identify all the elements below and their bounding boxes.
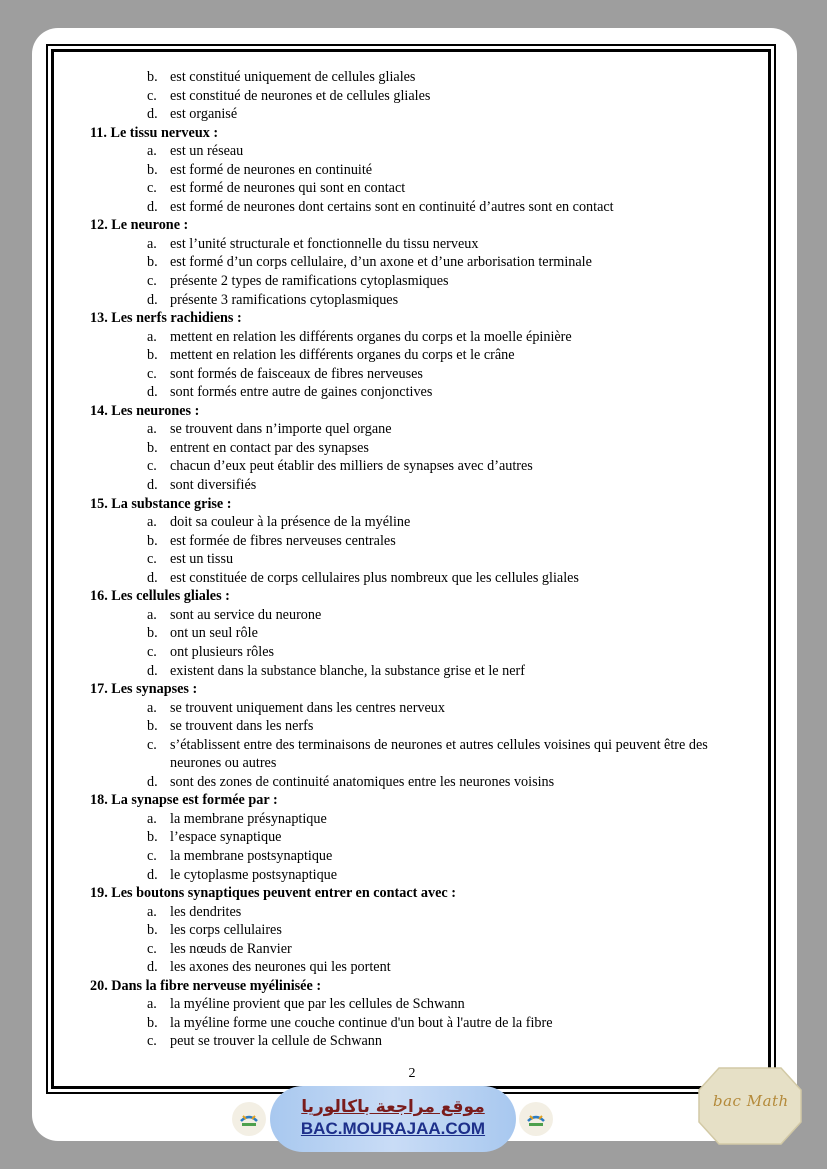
- answer-option: [90, 903, 762, 922]
- option-letter: b.: [147, 347, 158, 364]
- option-text: présente 3 ramifications cytoplasmiques: [170, 291, 399, 308]
- answer-option: [90, 699, 762, 718]
- option-letter: c.: [147, 643, 157, 660]
- option-text: la myéline provient que par les cellules de Schwann: [170, 996, 465, 1013]
- option-letter: b.: [147, 625, 158, 642]
- option-text: l’espace synaptique: [170, 829, 282, 846]
- option-letter: c.: [147, 87, 157, 104]
- answer-option: [90, 142, 762, 161]
- answer-option: [90, 291, 762, 310]
- option-text: la membrane présynaptique: [170, 810, 327, 827]
- option-letter: a.: [147, 810, 157, 827]
- option-letter: b.: [147, 718, 158, 735]
- question-title: 14. Les neurones :: [90, 402, 200, 419]
- quiz-content: [90, 68, 762, 1051]
- option-text: existent dans la substance blanche, la substance grise et le nerf: [170, 662, 525, 679]
- answer-option: [90, 532, 762, 551]
- option-text: est organisé: [170, 106, 238, 123]
- question-title: 15. La substance grise :: [90, 495, 232, 512]
- option-text: entrent en contact par des synapses: [170, 439, 369, 456]
- question-title: 18. La synapse est formée par :: [90, 792, 278, 809]
- option-letter: c.: [147, 365, 157, 382]
- option-text: la membrane postsynaptique: [170, 847, 333, 864]
- option-letter: a.: [147, 143, 157, 160]
- question-title: 11. Le tissu nerveux :: [90, 124, 219, 141]
- option-text: est l’unité structurale et fonctionnelle du tissu nerveux: [170, 235, 479, 252]
- option-text: est formée de fibres nerveuses centrales: [170, 532, 396, 549]
- option-letter: c.: [147, 273, 157, 290]
- option-letter: d.: [147, 106, 158, 123]
- option-text: est constituée de corps cellulaires plus nombreux que les cellules gliales: [170, 569, 579, 586]
- option-text: mettent en relation les différents organes du corps et la moelle épinière: [170, 328, 572, 345]
- option-letter: b.: [147, 161, 158, 178]
- answer-option: [90, 624, 762, 643]
- option-text: se trouvent dans n’importe quel organe: [170, 421, 392, 438]
- option-letter: a.: [147, 421, 157, 438]
- option-letter: d.: [147, 959, 158, 976]
- option-letter: a.: [147, 996, 157, 1013]
- page-number: 2: [408, 1066, 416, 1081]
- option-letter: c.: [147, 847, 157, 864]
- answer-option: [90, 940, 762, 959]
- option-letter: b.: [147, 532, 158, 549]
- answer-option: [90, 420, 762, 439]
- question-title: 20. Dans la fibre nerveuse myélinisée :: [90, 977, 322, 994]
- answer-option: [90, 569, 762, 588]
- option-letter: c.: [147, 940, 157, 957]
- question-title: 12. Le neurone :: [90, 217, 189, 234]
- option-letter: d.: [147, 569, 158, 586]
- answer-option: [90, 662, 762, 681]
- answer-option: [90, 365, 762, 384]
- option-letter: d.: [147, 866, 158, 883]
- option-letter: b.: [147, 1014, 158, 1031]
- option-letter: b.: [147, 69, 158, 85]
- option-text: est formé de neurones en continuité: [170, 161, 373, 178]
- option-letter: b.: [147, 254, 158, 271]
- option-text: sont formés entre autre de gaines conjonctives: [170, 384, 433, 401]
- option-letter: b.: [147, 439, 158, 456]
- answer-option: [90, 606, 762, 625]
- option-text: ont plusieurs rôles: [170, 643, 275, 660]
- option-text: sont diversifiés: [170, 477, 257, 494]
- answer-option: [90, 253, 762, 272]
- answer-option: [90, 476, 762, 495]
- option-letter: b.: [147, 922, 158, 939]
- option-text: ont un seul rôle: [170, 625, 258, 642]
- option-letter: c.: [147, 736, 157, 753]
- option-letter: c.: [147, 551, 157, 568]
- option-text: est constitué de neurones et de cellules gliales: [170, 87, 431, 104]
- option-text: les axones des neurones qui les portent: [170, 959, 391, 976]
- answer-option: [90, 179, 762, 198]
- option-letter: a.: [147, 606, 157, 623]
- option-letter: d.: [147, 477, 158, 494]
- answer-option: [90, 847, 762, 866]
- answer-option: [90, 828, 762, 847]
- option-text: se trouvent dans les nerfs: [170, 718, 314, 735]
- answer-option: [90, 736, 762, 773]
- option-letter: c.: [147, 180, 157, 197]
- option-text: chacun d’eux peut établir des milliers de synapses avec d’autres: [170, 458, 533, 475]
- answer-option: [90, 1014, 762, 1033]
- option-text: les nœuds de Ranvier: [170, 940, 292, 957]
- answer-option: [90, 328, 762, 347]
- option-text: sont des zones de continuité anatomiques entre les neurones voisins: [170, 773, 555, 790]
- question-title: 16. Les cellules gliales :: [90, 588, 230, 605]
- answer-option: [90, 346, 762, 365]
- option-text: se trouvent uniquement dans les centres nerveux: [170, 699, 445, 716]
- option-text: le cytoplasme postsynaptique: [170, 866, 338, 883]
- option-letter: d.: [147, 198, 158, 215]
- answer-option: [90, 921, 762, 940]
- answer-option: [90, 235, 762, 254]
- answer-option: [90, 457, 762, 476]
- answer-option: [90, 958, 762, 977]
- question-title: 19. Les boutons synaptiques peuvent entrer en contact avec :: [90, 885, 456, 902]
- option-text: peut se trouver la cellule de Schwann: [170, 1033, 382, 1050]
- option-letter: a.: [147, 328, 157, 345]
- option-text: sont formés de faisceaux de fibres nerveuses: [170, 365, 423, 382]
- option-text: les dendrites: [170, 903, 242, 920]
- banner-arabic-text: موقع مراجعة باكالوريا: [301, 1097, 485, 1117]
- option-letter: a.: [147, 903, 157, 920]
- answer-option: [90, 717, 762, 736]
- answer-option: [90, 383, 762, 402]
- option-text: est formé d’un corps cellulaire, d’un axone et d’une arborisation terminale: [170, 254, 592, 271]
- option-text: est formé de neurones dont certains sont en continuité d’autres sont en contact: [170, 198, 614, 215]
- answer-option: [90, 810, 762, 829]
- option-letter: a.: [147, 514, 157, 531]
- option-letter: c.: [147, 458, 157, 475]
- answer-option: [90, 161, 762, 180]
- option-text: mettent en relation les différents organes du corps et le crâne: [170, 347, 515, 364]
- option-text: la myéline forme une couche continue d'un bout à l'autre de la fibre: [170, 1014, 553, 1031]
- answer-option: [90, 1032, 762, 1051]
- option-letter: d.: [147, 291, 158, 308]
- option-letter: b.: [147, 829, 158, 846]
- question-title: 17. Les synapses :: [90, 681, 198, 698]
- option-letter: c.: [147, 1033, 157, 1050]
- left-site-logo-icon: [232, 1102, 266, 1136]
- answer-option: [90, 995, 762, 1014]
- option-letter: a.: [147, 699, 157, 716]
- option-letter: a.: [147, 235, 157, 252]
- answer-option: [90, 272, 762, 291]
- answer-option: [90, 866, 762, 885]
- option-letter: d.: [147, 773, 158, 790]
- right-site-logo-icon: [519, 1102, 553, 1136]
- answer-option: [90, 68, 762, 87]
- answer-option: [90, 643, 762, 662]
- bacmath-badge-text: bac Math: [713, 1092, 789, 1110]
- option-text: présente 2 types de ramifications cytoplasmiques: [170, 273, 449, 290]
- option-text: est formé de neurones qui sont en contact: [170, 180, 406, 197]
- option-letter: d.: [147, 384, 158, 401]
- answer-option: [90, 550, 762, 569]
- answer-option: [90, 87, 762, 106]
- answer-option: [90, 198, 762, 217]
- option-text: doit sa couleur à la présence de la myéline: [170, 514, 411, 531]
- option-text: les corps cellulaires: [170, 922, 282, 939]
- answer-option: [90, 513, 762, 532]
- option-text: est un tissu: [170, 551, 234, 568]
- option-letter: d.: [147, 662, 158, 679]
- option-text: est constitué uniquement de cellules gliales: [170, 69, 416, 85]
- answer-option: [90, 105, 762, 124]
- site-banner-link[interactable]: [270, 1086, 516, 1152]
- answer-option: [90, 439, 762, 458]
- option-text: est un réseau: [170, 143, 244, 160]
- option-text: sont au service du neurone: [170, 606, 322, 623]
- option-text: s’établissent entre des terminaisons de neurones et autres cellules voisines qui peuvent être des neurones ou autres: [170, 736, 708, 772]
- question-title: 13. Les nerfs rachidiens :: [90, 310, 242, 327]
- banner-url-text: BAC.MOURAJAA.COM: [300, 1119, 486, 1138]
- answer-option: [90, 773, 762, 792]
